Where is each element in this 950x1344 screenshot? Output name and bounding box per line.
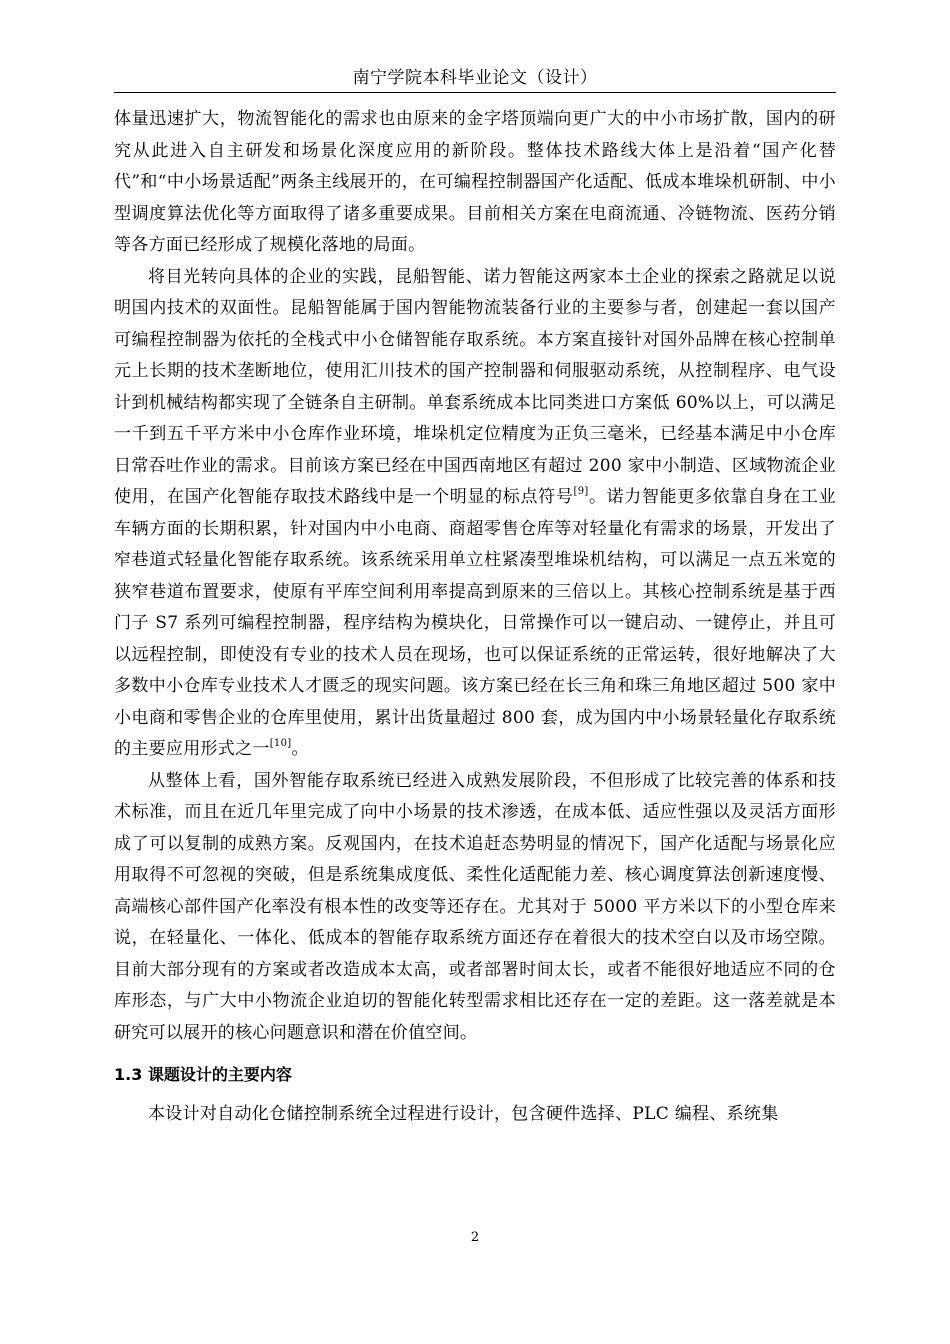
paragraph-4: 本设计对自动化仓储控制系统全过程进行设计，包含硬件选择、PLC 编程、系统集 <box>148 1104 779 1124</box>
paragraph-1: 体量迅速扩大，物流智能化的需求也由原来的金字塔顶端向更广大的中小市场扩散，国内的研究从此进入自主研发和场景化深度应用的新阶段。整体技术路线大体上是沿着“国产化替代”和“中小场景适配”两条主线展开的，在可编程控制器国产化适配、低成本堆垛机研制、中小型调度算法优化等方面取得了诸多重要成果。目前相关方案在电商流通、冷链物流、医药分销等各方面已经形成了规模化落地的局面。 <box>114 109 836 255</box>
body-text <box>114 104 836 1131</box>
paragraph-3: 从整体上看，国外智能存取系统已经进入成熟发展阶段，不但形成了比较完善的体系和技术标准，而且在近几年里完成了向中小场景的技术渗透，在成本低、适应性强以及灵活方面形成了可以复制的成熟方案。反观国内，在技术追赶态势明显的情况下，国产化适配与场景化应用取得不可忽视的突破，但是系统集成度低、柔性化适配能力差、核心调度算法创新速度慢、高端核心部件国产化率没有根本性的改变等还存在。尤其对于 5000 平方米以下的小型仓库来说，在轻量化、一体化、低成本的智能存取系统方面还存在着很大的技术空白以及市场空隙。目前大部分现有的方案或者改造成本太高，或者部署时间太长，或者不能很好地适应不同的仓库形态，与广大中小物流企业迫切的智能化转型需求相比还存在一定的差距。这一落差就是本研究可以展开的核心问题意识和潜在价值空间。 <box>114 770 836 1043</box>
header-rule <box>114 92 836 93</box>
citation-10: [10] <box>269 738 292 750</box>
page-number: 2 <box>470 1230 480 1245</box>
section-heading: 1.3 课题设计的主要内容 <box>114 1065 292 1084</box>
paragraph-2-text-c: 。 <box>291 739 309 759</box>
running-header: 南宁学院本科毕业论文（设计） <box>352 68 598 88</box>
paragraph-2-text-a: 将目光转向具体的企业的实践，昆船智能、诺力智能这两家本土企业的探索之路就足以说明国内技术的双面性。昆船智能属于国内智能物流装备行业的主要参与者，创建起一套以国产可编程控制器为依托的全栈式中小仓储智能存取系统。本方案直接针对国外品牌在核心控制单元上长期的技术垄断地位，使用汇川技术的国产控制器和伺服驱动系统，从控制程序、电气设计到机械结构都实现了全链条自主研制。单套系统成本比同类进口方案低 60%以上，可以满足一千到五千平方米中小仓库作业环境，堆垛机定位精度为正负三毫米，已经基本满足中小仓库日常吞吐作业的需求。目前该方案已经在中国西南地区有超过 200 家中小制造、区域物流企业使用，在国产化智能存取技术路线中是一个明显的标点符号 <box>114 266 836 507</box>
paragraph-2 <box>114 262 836 766</box>
paragraph-2-text-b: 。诺力智能更多依靠自身在工业车辆方面的长期积累，针对国内中小电商、商超零售仓库等对轻量化有需求的场景，开发出了窄巷道式轻量化智能存取系统。该系统采用单立柱紧凑型堆垛机结构，可以满足一点五米宽的狭窄巷道布置要求，使原有平库空间利用率提高到原来的三倍以上。其核心控制系统是基于西门子 S7 系列可编程控制器，程序结构为模块化，日常操作可以一键启动、一键停止，并且可以远程控制，即使没有专业的技术人员在现场，也可以保证系统的正常运转，很好地解决了大多数中小仓库专业技术人才匮乏的现实问题。该方案已经在长三角和珠三角地区超过 500 家中小电商和零售企业的仓库里使用，累计出货量超过 800 套，成为国内中小场景轻量化存取系统的主要应用形式之一 <box>114 487 836 759</box>
citation-9: [9] <box>573 486 589 498</box>
